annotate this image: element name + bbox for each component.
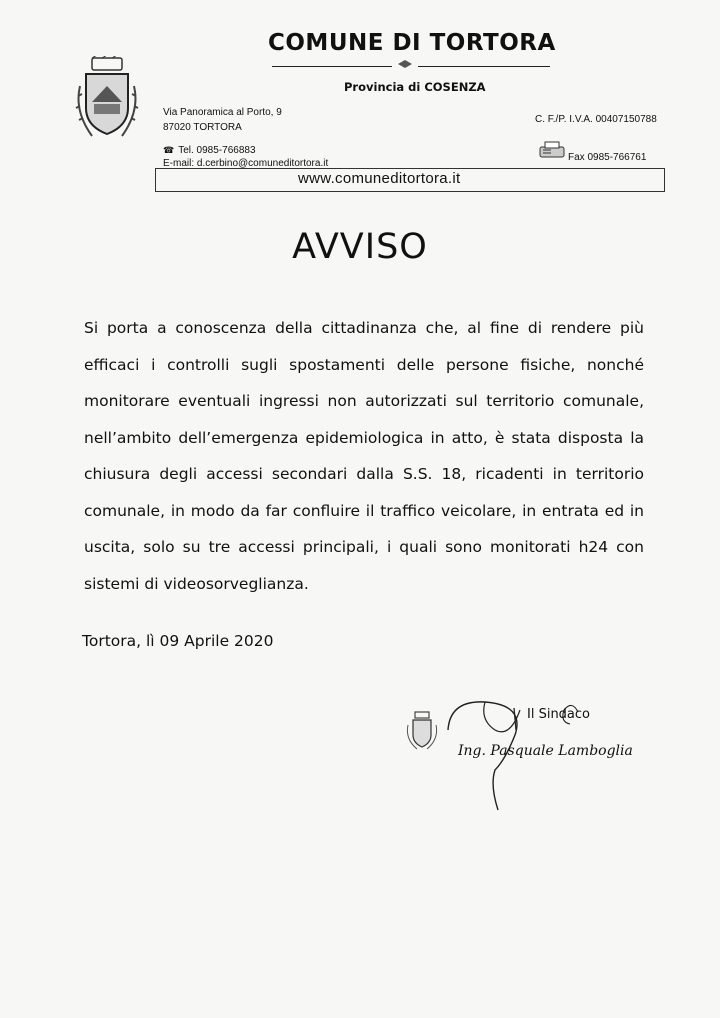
telephone-number: Tel. 0985-766883 — [178, 145, 256, 156]
email-address: E-mail: d.cerbino@comuneditortora.it — [163, 158, 329, 169]
fax-icon — [538, 141, 566, 159]
province-line — [344, 80, 486, 94]
crest-icon — [72, 56, 142, 146]
municipality-title: COMUNE DI TORTORA — [268, 30, 556, 56]
address-line-2: 87020 TORTORA — [163, 122, 242, 133]
notice-body: Si porta a conoscenza della cittadinanza che, al fine di rendere più efficaci i controlli sugli spostamenti delle persone fisiche, nonché monitorare eventuali ingressi non autorizzati sul territorio comunale, nell’ambito dell’emergenza epidemiologica in atto, è stata disposta la chiusura degli accessi secondari dalla S.S. 18, ricadenti in territorio comunale, in modo da far confluire il traffico veicolare, in entrata ed in uscita, solo su tre accessi principali, i quali sono monitorati h24 con sistemi di videosorveglianza. — [84, 319, 644, 593]
address-line-1: Via Panoramica al Porto, 9 — [163, 107, 282, 118]
title-rule-left — [272, 66, 392, 67]
website-url: www.comuneditortora.it — [298, 170, 461, 187]
date-line: Tortora, lì 09 Aprile 2020 — [82, 632, 274, 650]
phone-icon: ☎ — [163, 145, 175, 155]
mayor-title: Il Sindaco — [527, 707, 591, 722]
title-rule-right — [418, 66, 550, 67]
fax-number: Fax 0985-766761 — [568, 152, 647, 163]
notice-heading: AVVISO — [292, 227, 428, 267]
mayor-name: Ing. Pasquale Lamboglia — [458, 743, 633, 759]
province-prefix: Provincia di — [344, 80, 421, 94]
telephone — [163, 145, 256, 156]
province-name: COSENZA — [424, 80, 486, 94]
seal-icon — [405, 711, 439, 751]
tax-code: C. F./P. I.V.A. 00407150788 — [535, 114, 657, 125]
diamond-ornament-icon — [398, 60, 412, 68]
